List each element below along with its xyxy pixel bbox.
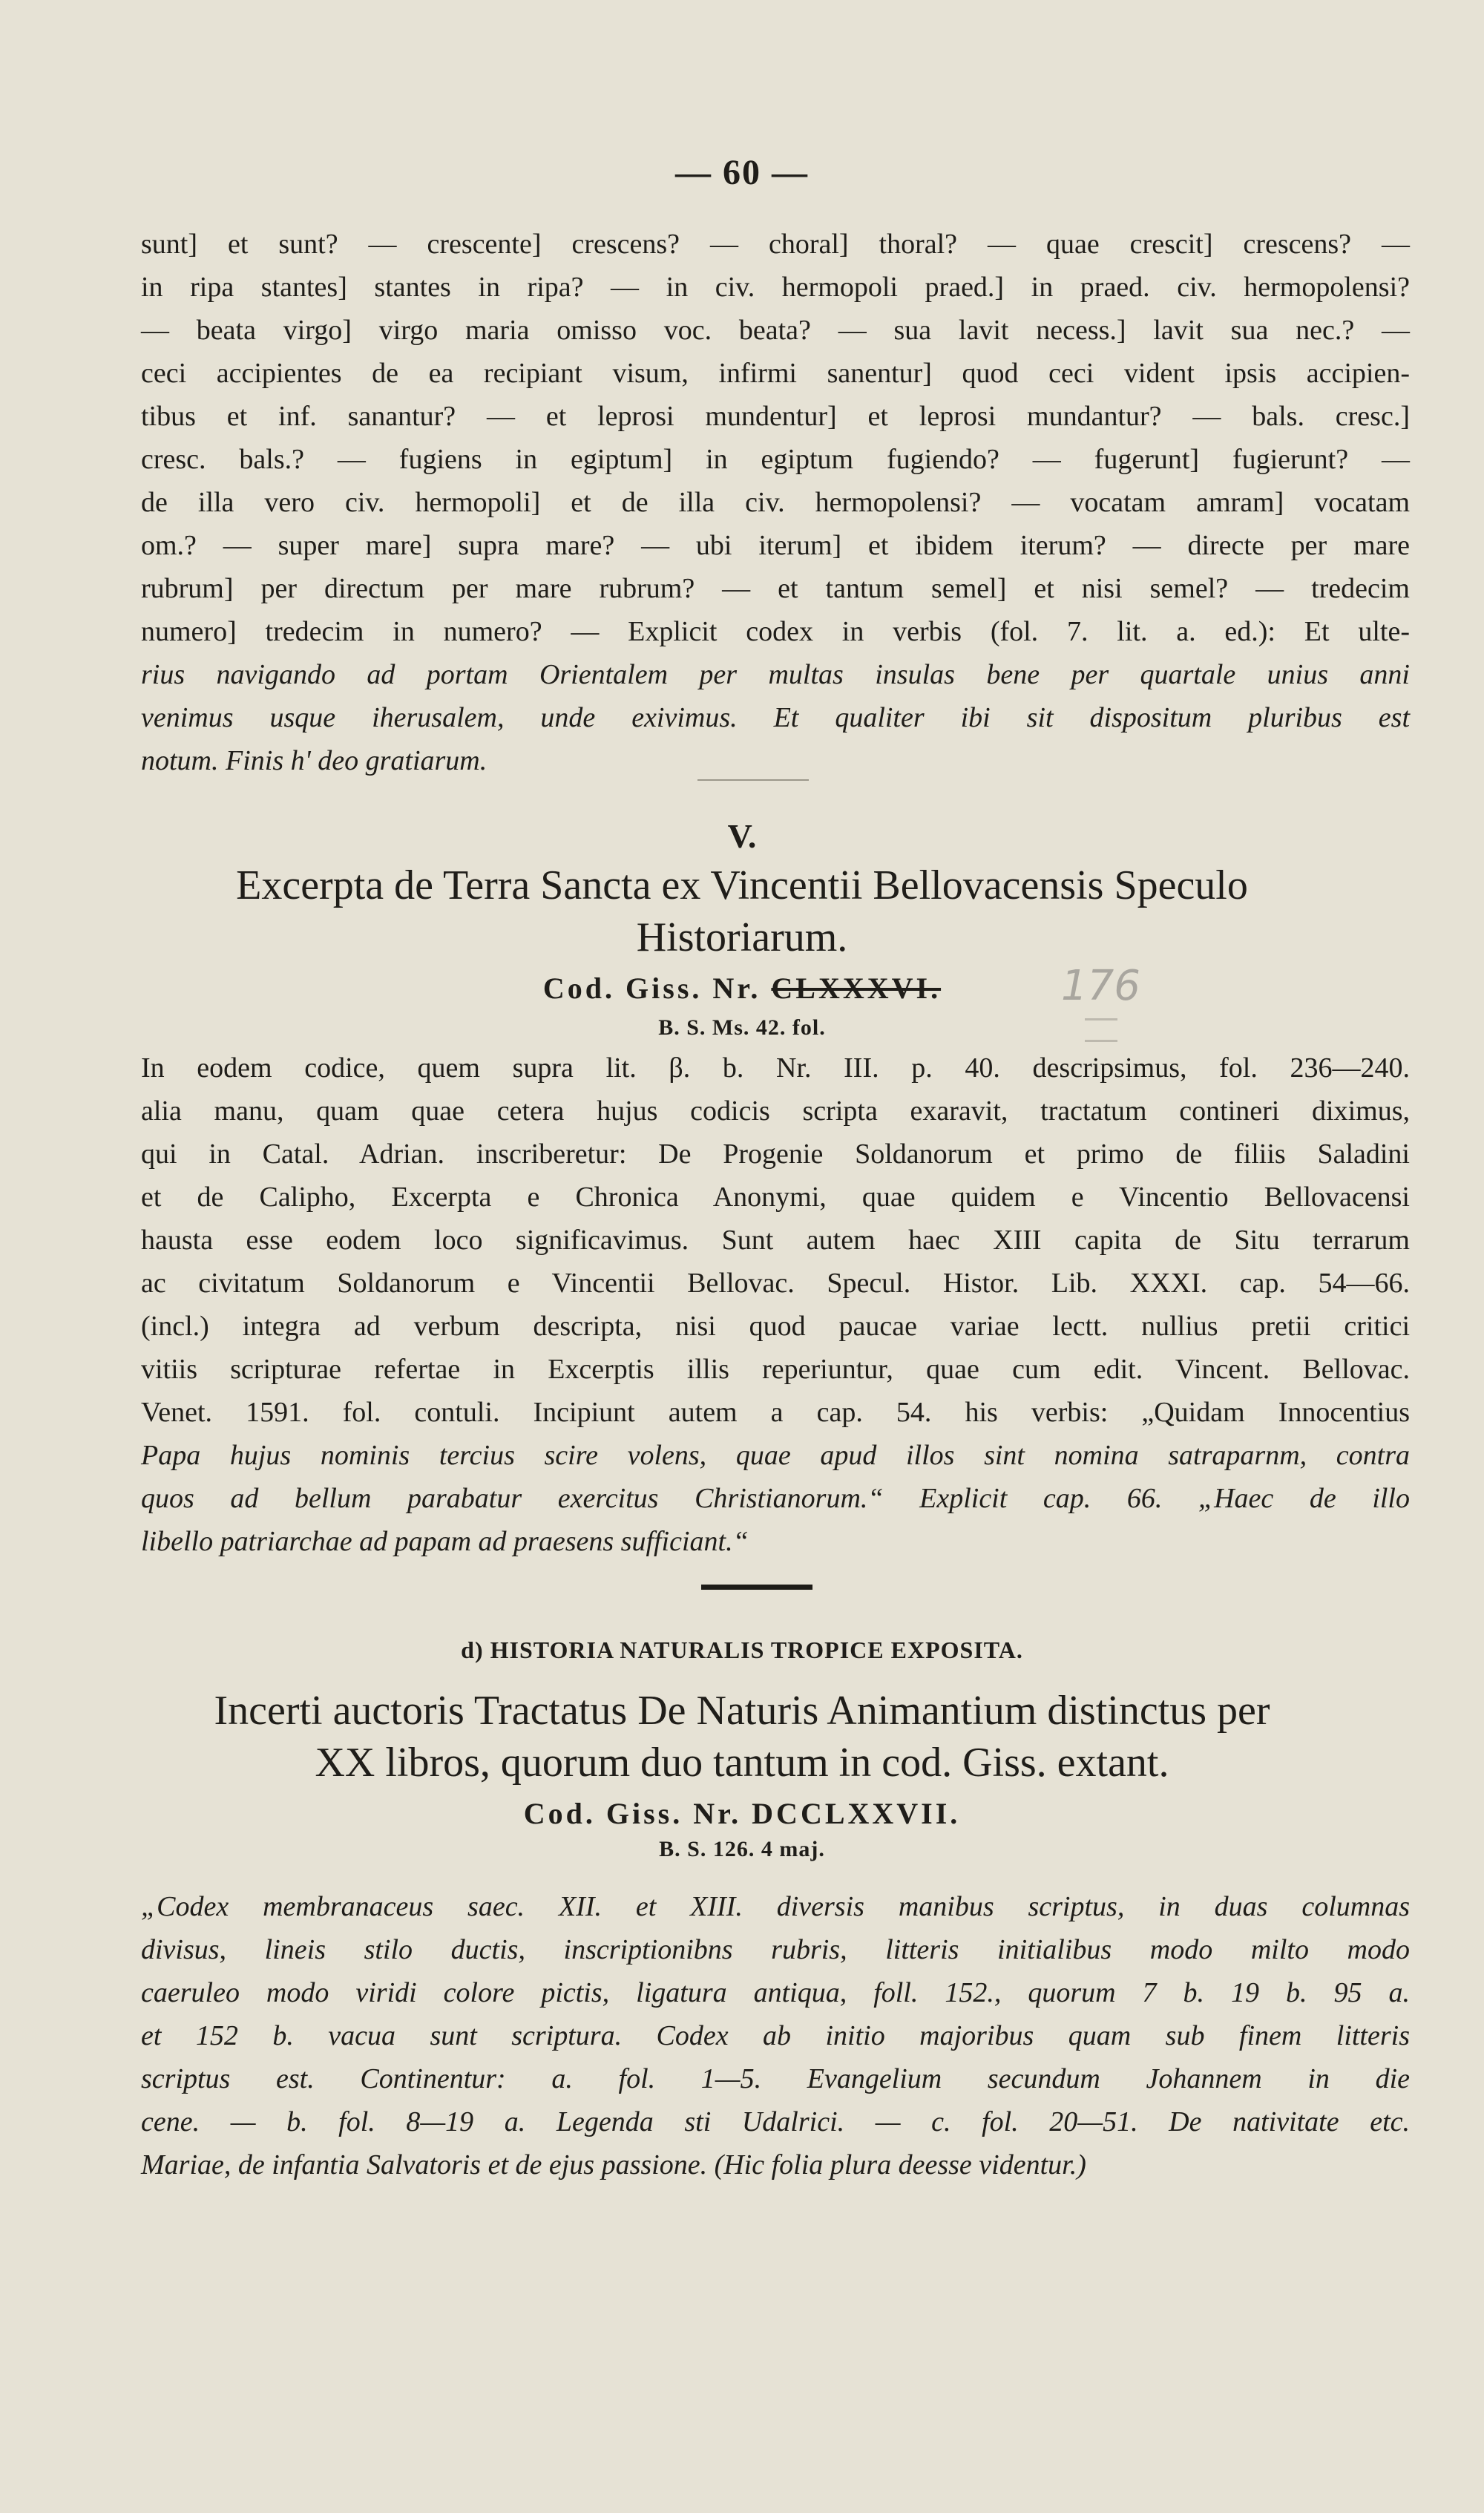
handwritten-note: 176 [1061,962,1140,1010]
text-line: „Codex membranaceus saec. XII. et XIII. diversis manibus scriptus, in duas columnas [141,1891,1410,1922]
text-line: alia manu, quam quae cetera hujus codicis scripta exaravit, tractatum contineri diximus, [141,1095,1410,1127]
text-line: notum. Finis h' deo gratiarum. [141,745,487,776]
text-line: divisus, lineis stilo ductis, inscriptionibns rubris, litteris initialibus modo milto modo [141,1934,1410,1965]
section-numeral: V. [727,817,757,855]
section-v-body [141,1046,1410,1563]
section-title: Historiarum. [636,914,848,960]
text-line: In eodem codice, quem supra lit. β. b. Nr. III. p. 40. descripsimus, fol. 236—240. [141,1052,1410,1084]
text-line: qui in Catal. Adrian. inscriberetur: De Progenie Soldanorum et primo de filiis Saladini [141,1138,1410,1170]
text-line: (incl.) integra ad verbum descripta, nisi quod paucae variae lectt. nullius pretii critici [141,1311,1410,1342]
section-title: XX libros, quorum duo tantum in cod. Giss. extant. [315,1740,1169,1786]
text-line: ceci accipientes de ea recipiant visum, infirmi sanentur] quod ceci vident ipsis accipien- [141,358,1410,389]
section-title: Excerpta de Terra Sancta ex Vincentii Bellovacensis Speculo [236,862,1248,908]
text-line: scriptus est. Continentur: a. fol. 1—5. Evangelium secundum Johannem in die [141,2063,1410,2094]
text-line: et de Calipho, Excerpta e Chronica Anonymi, quae quidem e Vincentio Bellovacensi [141,1182,1410,1213]
page-number: — 60 — [675,153,809,192]
text-line: rius navigando ad portam Orientalem per multas insulas bene per quartale unius anni [141,659,1410,690]
variant-readings-block [141,223,1410,782]
codex-prefix: Cod. Giss. Nr. [542,972,761,1005]
section-divider [701,1585,812,1590]
text-line: in ripa stantes] stantes in ripa? — in civ. hermopoli praed.] in praed. civ. hermopolensi? [141,272,1410,303]
text-line: et 152 b. vacua sunt scriptura. Codex ab initio majoribus quam sub finem litteris [141,2020,1410,2051]
text-line: tibus et inf. sanantur? — et leprosi mundentur] et leprosi mundantur? — bals. cresc.] [141,401,1410,432]
text-line: rubrum] per directum per mare rubrum? — et tantum semel] et nisi semel? — tredecim [141,573,1410,604]
text-line: libello patriarchae ad papam ad praesens sufficiant.“ [141,1526,749,1557]
text-line: Mariae, de infantia Salvatoris et de ejus passione. (Hic folia plura deesse videntur.) [141,2149,1086,2181]
shelf-mark: B. S. Ms. 42. fol. [658,1015,826,1040]
text-line: sunt] et sunt? — crescente] crescens? — choral] thoral? — quae crescit] crescens? — [141,229,1410,260]
text-line: vitiis scripturae refertae in Excerptis illis reperiuntur, quae cum edit. Vincent. Bellovac. [141,1354,1410,1385]
text-line: ac civitatum Soldanorum e Vincentii Bellovac. Specul. Histor. Lib. XXXI. cap. 54—66. [141,1268,1410,1299]
text-line: Papa hujus nominis tercius scire volens, quae apud illos sint nomina satraparnm, contra [141,1440,1410,1471]
divider [697,779,809,781]
text-line: de illa vero civ. hermopoli] et de illa civ. hermopolensi? — vocatam amram] vocatam [141,487,1410,518]
shelf-mark: B. S. 126. 4 maj. [659,1837,825,1861]
text-line: caeruleo modo viridi colore pictis, ligatura antiqua, foll. 152., quorum 7 b. 19 b. 95 a. [141,1977,1410,2008]
text-line: om.? — super mare] supra mare? — ubi iterum] et ibidem iterum? — directe per mare [141,530,1410,561]
codex-reference [0,971,1484,1006]
text-line: cene. — b. fol. 8—19 a. Legenda sti Udalrici. — c. fol. 20—51. De nativitate etc. [141,2106,1410,2137]
text-line: venimus usque iherusalem, unde exivimus. Et qualiter ibi sit dispositum pluribus est [141,702,1410,733]
struck-codex-number: CLXXXVI. [771,972,942,1005]
text-line: numero] tredecim in numero? — Explicit codex in verbis (fol. 7. lit. a. ed.): Et ulte- [141,616,1410,647]
text-line: cresc. bals.? — fugiens in egiptum] in egiptum fugiendo? — fugerunt] fugierunt? — [141,444,1410,475]
text-line: hausta esse eodem loco significavimus. Sunt autem haec XIII capita de Situ terrarum [141,1225,1410,1256]
section-d-body [141,1885,1410,2186]
text-line: quos ad bellum parabatur exercitus Christianorum.“ Explicit cap. 66. „Haec de illo [141,1483,1410,1514]
text-line: Venet. 1591. fol. contuli. Incipiunt autem a cap. 54. his verbis: „Quidam Innocentius [141,1397,1410,1428]
section-heading: d) HISTORIA NATURALIS TROPICE EXPOSITA. [461,1636,1023,1663]
codex-reference: Cod. Giss. Nr. DCCLXXVII. [523,1797,961,1830]
text-line: — beata virgo] virgo maria omisso voc. beata? — sua lavit necess.] lavit sua nec.? — [141,315,1410,346]
section-title: Incerti auctoris Tractatus De Naturis Animantium distinctus per [214,1688,1270,1734]
